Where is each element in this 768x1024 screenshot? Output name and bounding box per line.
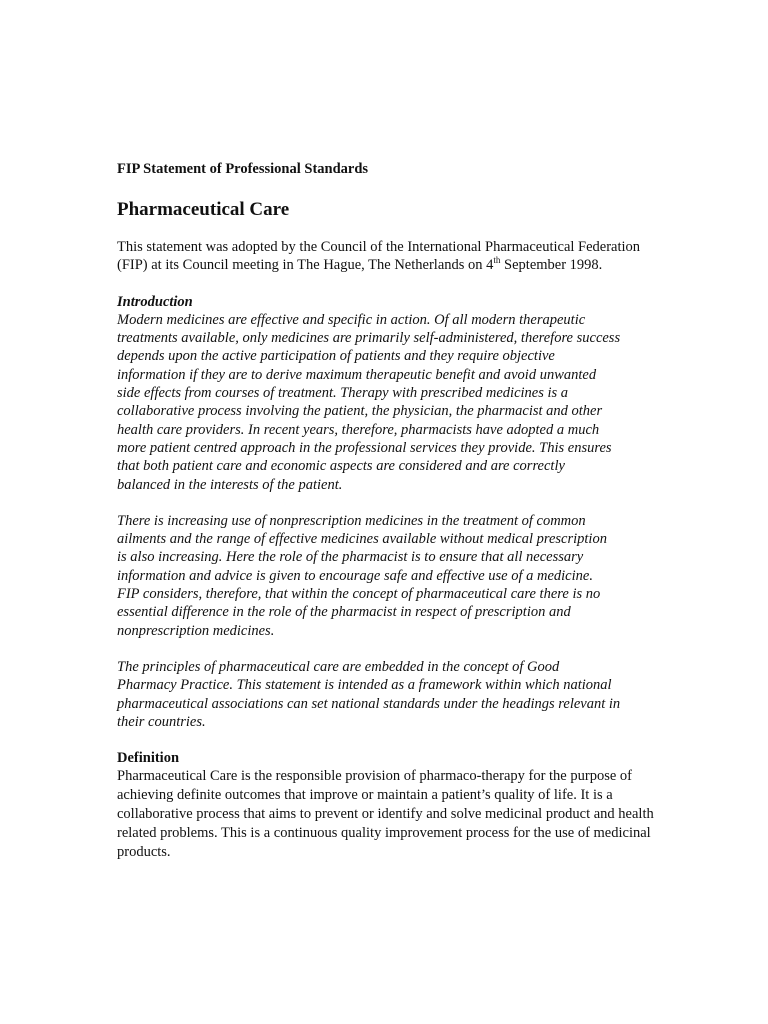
paragraph-line: treatments available, only medicines are primarily self-administered, therefore success — [117, 330, 621, 347]
paragraph-line: pharmaceutical associations can set national standards under the headings relevant in — [117, 695, 621, 712]
document-page — [117, 160, 657, 862]
paragraph-line: There is increasing use of nonprescription medicines in the treatment of common — [117, 512, 586, 529]
introduction-heading: Introduction — [117, 293, 193, 310]
ordinal-suffix: th — [493, 255, 501, 266]
paragraph-line: information and advice is given to encourage safe and effective use of a medicine. — [117, 567, 593, 584]
introduction-paragraph-1 — [117, 311, 657, 494]
definition-paragraph — [117, 767, 657, 862]
paragraph-line: products. — [117, 844, 171, 861]
paragraph-line: that both patient care and economic aspects are considered and are correctly — [117, 458, 565, 475]
paragraph-line: nonprescription medicines. — [117, 622, 275, 639]
paragraph-line: more patient centred approach in the professional services they provide. This ensures — [117, 439, 612, 456]
paragraph-line: information if they are to derive maximum therapeutic benefit and avoid unwanted — [117, 366, 597, 383]
adoption-line-2-text: (FIP) at its Council meeting in The Hague, The Netherlands on 4 — [117, 257, 494, 274]
paragraph-line: Pharmacy Practice. This statement is intended as a framework within which national — [117, 677, 612, 694]
document-label: FIP Statement of Professional Standards — [117, 161, 369, 177]
definition-heading: Definition — [117, 750, 180, 767]
paragraph-line: ailments and the range of effective medicines available without medical prescription — [117, 531, 607, 548]
adoption-line-2-date: September 1998. — [500, 257, 603, 274]
adoption-line-1: This statement was adopted by the Council of the International Pharmaceutical Federation — [117, 239, 641, 255]
paragraph-line: FIP considers, therefore, that within the concept of pharmaceutical care there is no — [117, 586, 601, 603]
introduction-paragraph-2 — [117, 512, 657, 640]
paragraph-line: The principles of pharmaceutical care are embedded in the concept of Good — [117, 658, 560, 675]
paragraph-line: essential difference in the role of the pharmacist in respect of prescription and — [117, 604, 571, 621]
paragraph-line: is also increasing. Here the role of the pharmacist is to ensure that all necessary — [117, 549, 584, 566]
adoption-statement — [117, 238, 657, 275]
paragraph-line: health care providers. In recent years, therefore, pharmacists have adopted a much — [117, 421, 600, 438]
paragraph-line: related problems. This is a continuous quality improvement process for the use of medicinal — [117, 825, 651, 842]
paragraph-line: Pharmaceutical Care is the responsible provision of pharmaco-therapy for the purpose of — [117, 768, 632, 785]
paragraph-line: collaborative process involving the patient, the physician, the pharmacist and other — [117, 403, 603, 420]
paragraph-line: side effects from courses of treatment. Therapy with prescribed medicines is a — [117, 385, 569, 402]
paragraph-line: depends upon the active participation of patients and they require objective — [117, 348, 555, 365]
adoption-line-2 — [117, 256, 657, 274]
paragraph-line: Modern medicines are effective and specific in action. Of all modern therapeutic — [117, 311, 586, 328]
paragraph-line: their countries. — [117, 713, 206, 730]
paragraph-line: collaborative process that aims to prevent or identify and solve medicinal product and health — [117, 806, 654, 823]
document-title: Pharmaceutical Care — [117, 199, 290, 220]
paragraph-line: achieving definite outcomes that improve or maintain a patient’s quality of life. It is a — [117, 787, 613, 804]
paragraph-line: balanced in the interests of the patient. — [117, 476, 343, 493]
introduction-paragraph-3 — [117, 658, 657, 731]
